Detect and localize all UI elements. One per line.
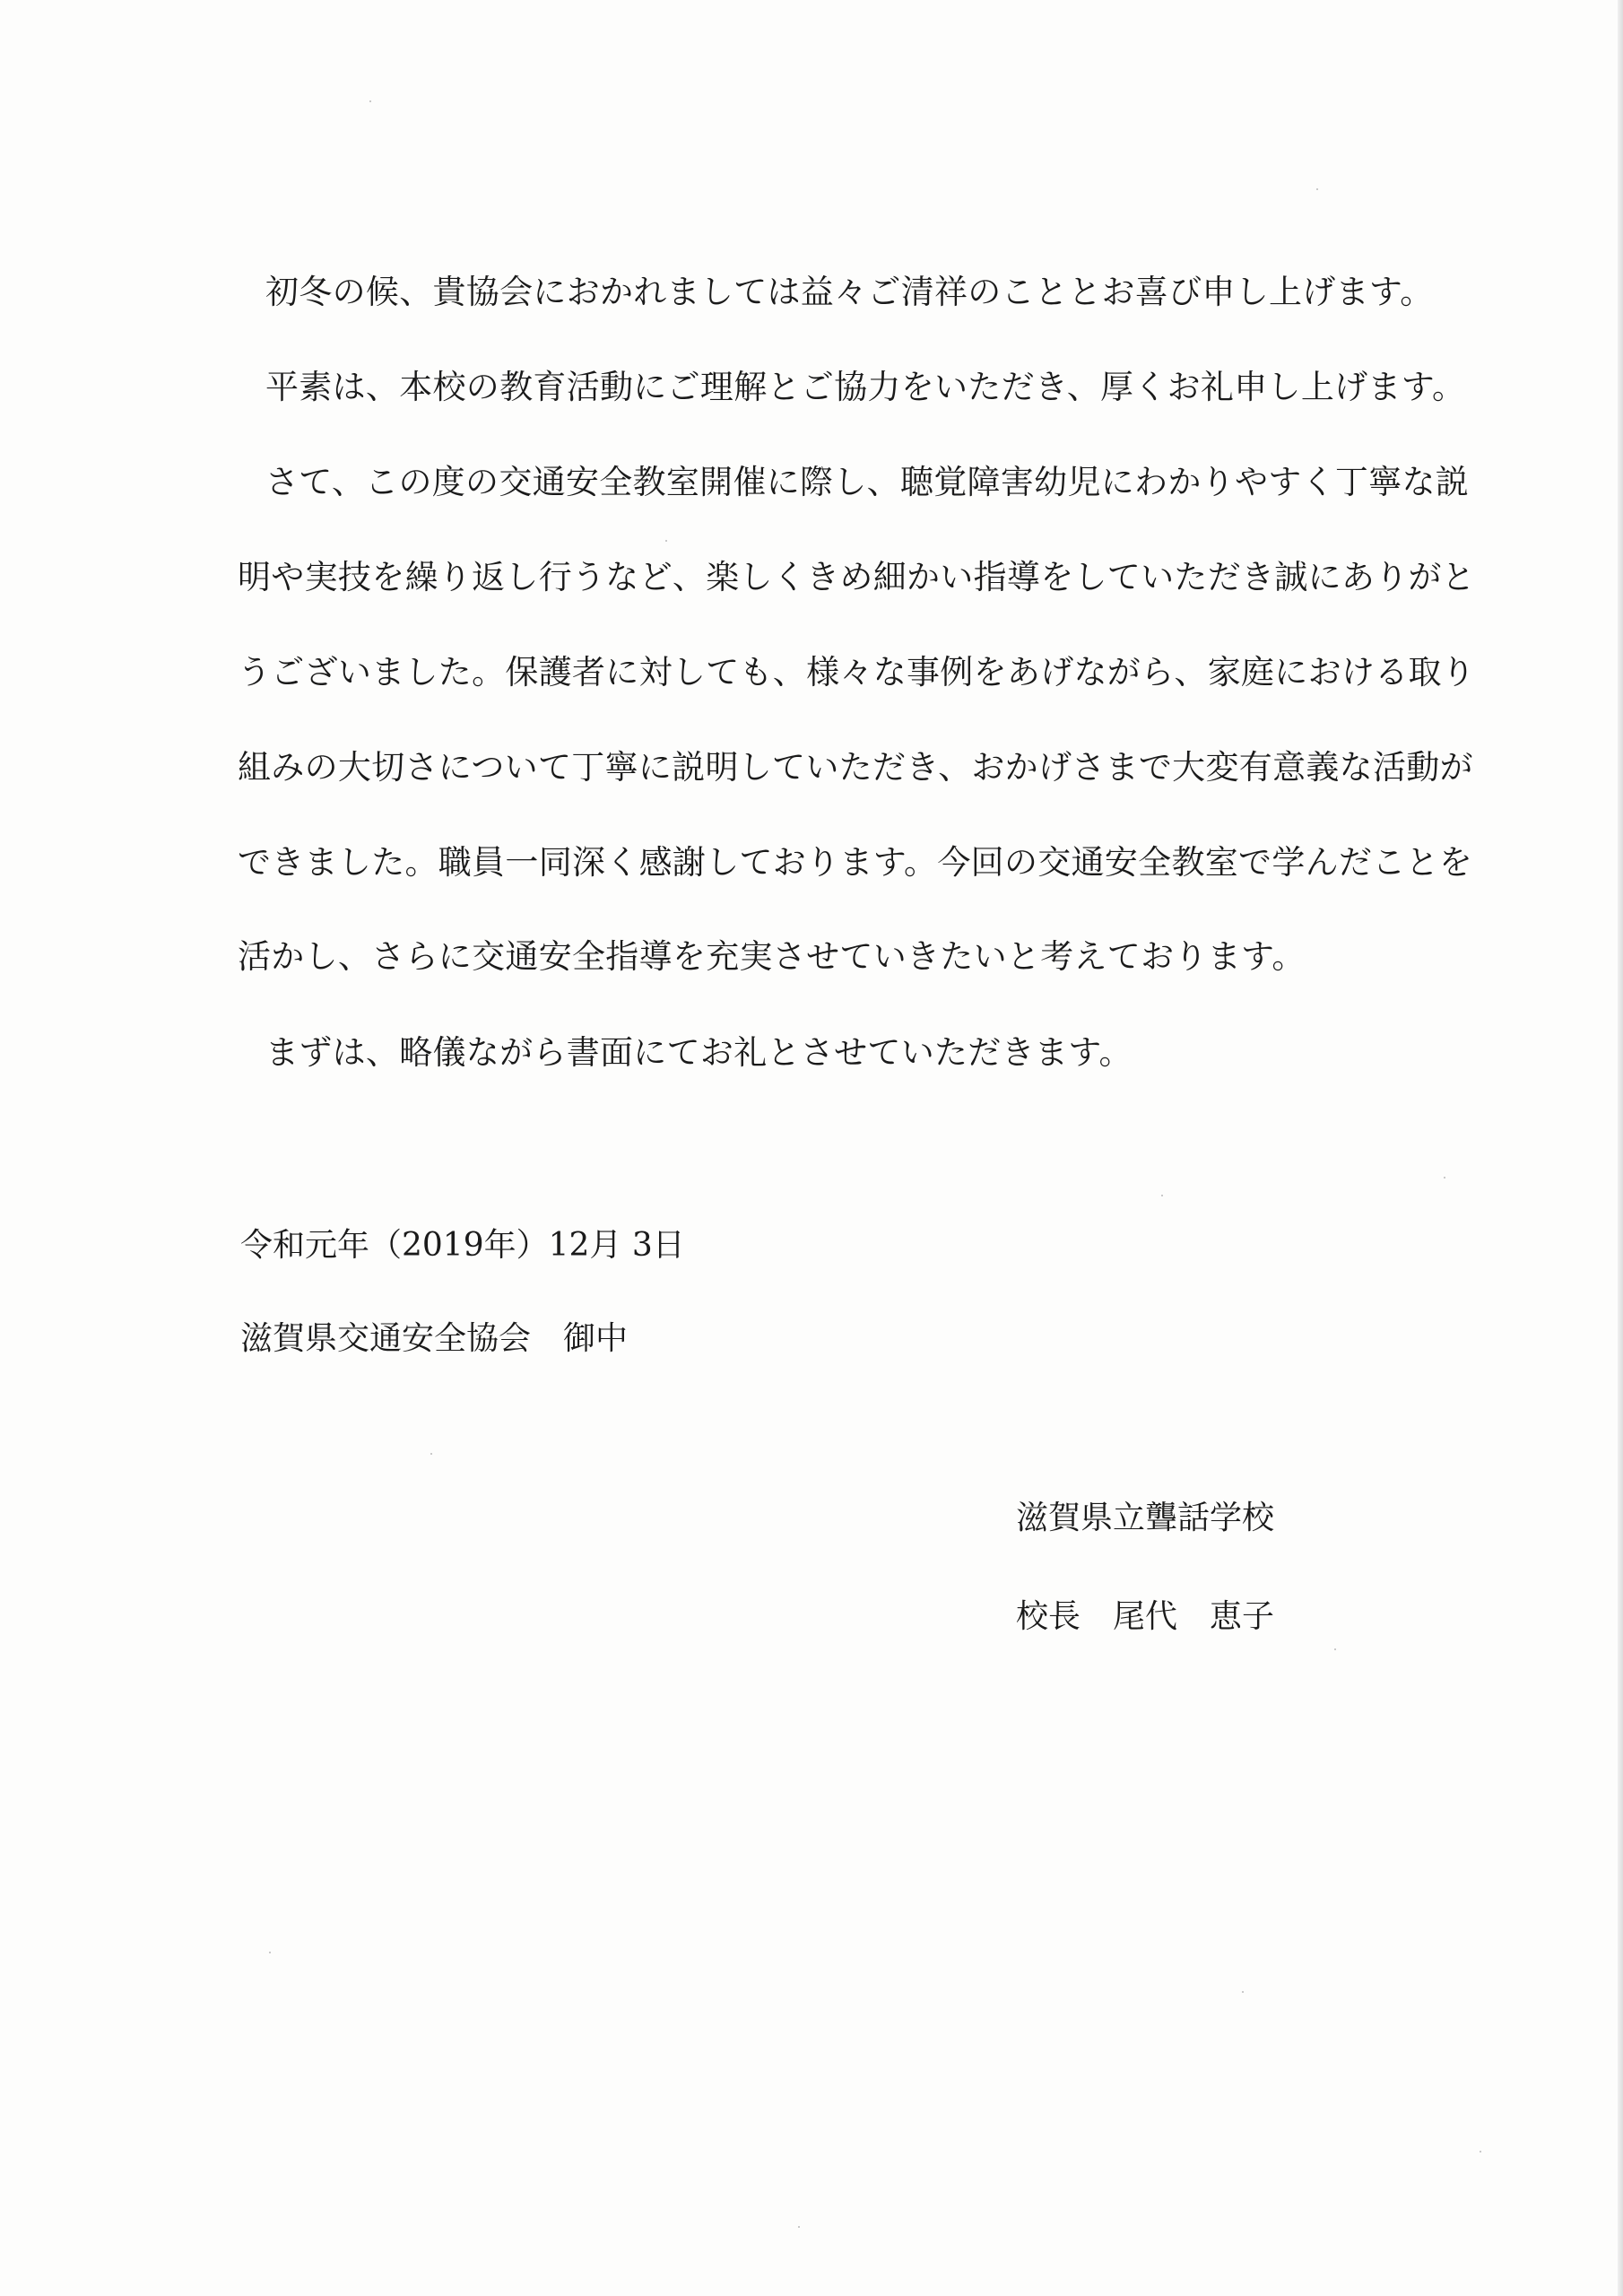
scan-speck: [798, 2226, 800, 2228]
body-line-6: 組みの大切さについて丁寧に説明していただき、おかげさまで大変有意義な活動が: [238, 748, 1473, 787]
sender-school: 滋賀県立聾話学校: [1016, 1500, 1275, 1536]
body-line-4: 明や実技を繰り返し行うなど、楽しくきめ細かい指導をしていただき誠にありがと: [238, 558, 1476, 596]
body-line-9: まずは、略儀ながら書面にてお礼とさせていただきます。: [265, 1033, 1133, 1072]
scan-speck: [1444, 1177, 1445, 1178]
body-line-1: 初冬の候、貴協会におかれましては益々ご清祥のこととお喜び申し上げます。: [265, 273, 1434, 311]
scan-speck: [369, 100, 371, 102]
scan-speck: [665, 540, 667, 542]
scan-speck: [430, 1453, 432, 1455]
scan-speck: [1334, 1648, 1336, 1650]
scan-speck: [1316, 188, 1318, 190]
scan-speck: [1242, 1991, 1244, 1993]
scan-speck: [1480, 2151, 1481, 2152]
scan-speck: [269, 1952, 271, 1953]
body-line-5: うございました。保護者に対しても、様々な事例をあげながら、家庭における取り: [238, 653, 1476, 691]
sender-principal: 校長 尾代 恵子: [1016, 1598, 1275, 1635]
body-line-8: 活かし、さらに交通安全指導を充実させていきたいと考えております。: [238, 937, 1306, 976]
page-edge-shadow: [1618, 0, 1623, 2296]
scan-speck: [1161, 1195, 1163, 1196]
body-line-7: できました。職員一同深く感謝しております。今回の交通安全教室で学んだことを: [238, 843, 1473, 882]
body-line-2: 平素は、本校の教育活動にご理解とご協力をいただき、厚くお礼申し上げます。: [265, 368, 1466, 406]
letter-addressee: 滋賀県交通安全協会 御中: [240, 1320, 629, 1357]
body-line-3: さて、この度の交通安全教室開催に際し、聴覚障害幼児にわかりやすく丁寧な説: [265, 463, 1470, 501]
letter-date: 令和元年（2019年）12月 3日: [240, 1227, 685, 1264]
